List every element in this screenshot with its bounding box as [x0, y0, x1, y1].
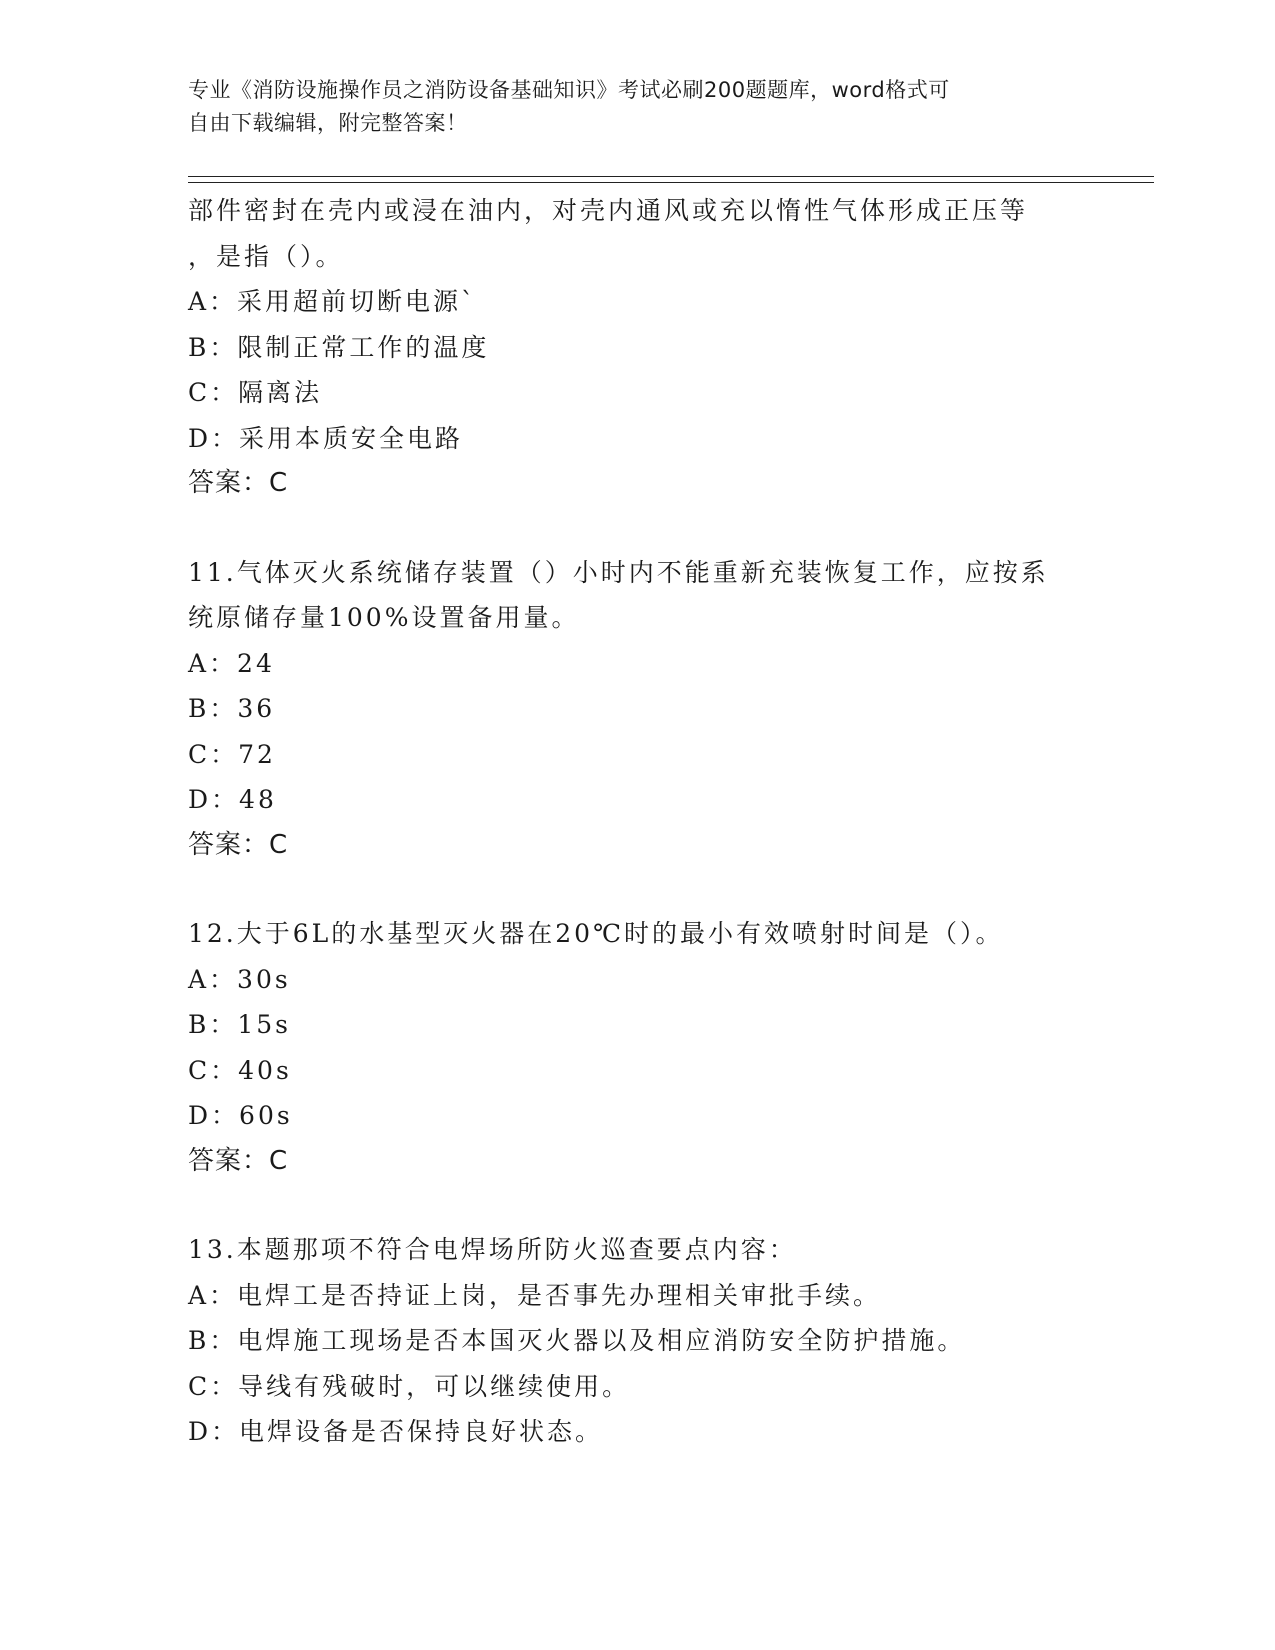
option-a: A：采用超前切断电源`: [188, 287, 477, 316]
option-b: B：15s: [188, 1010, 292, 1039]
question-list: [188, 188, 1088, 1455]
option-c: C：72: [188, 739, 276, 769]
option-b: B：限制正常工作的温度: [188, 332, 490, 362]
header-title-line-2: 自由下载编辑，附完整答案！: [188, 111, 468, 135]
option-d: D：60s: [188, 1101, 293, 1130]
option-d: D：48: [188, 785, 277, 814]
option-c: C：40s: [188, 1055, 292, 1085]
answer-line: 答案：C: [188, 829, 289, 860]
question-11: [188, 550, 1088, 869]
question-spacer: [188, 868, 1088, 911]
option-c: C：隔离法: [188, 378, 323, 407]
question-13: [188, 1227, 1088, 1455]
option-c: C：导线有残破时，可以继续使用。: [188, 1371, 631, 1401]
question-stem-line: 12.大于6L的水基型灭火器在20℃时的最小有效喷射时间是（）。: [188, 919, 1004, 948]
option-a: A：电焊工是否持证上岗，是否事先办理相关审批手续。: [188, 1280, 882, 1310]
question-stem-line: ，是指（）。: [188, 241, 344, 271]
question-stem-line: 统原储存量100%设置备用量。: [188, 603, 580, 632]
option-a: A：30s: [188, 964, 291, 994]
question-12: [188, 911, 1088, 1184]
option-d: D：电焊设备是否保持良好状态。: [188, 1417, 604, 1446]
question-spacer: [188, 507, 1088, 550]
question-10: [188, 188, 1088, 507]
question-stem-line: 部件密封在壳内或浸在油内，对壳内通风或充以惰性气体形成正压等: [188, 196, 1029, 225]
page-header: [188, 74, 1088, 140]
option-b: B：36: [188, 694, 276, 723]
option-a: A：24: [188, 648, 275, 678]
header-divider-bottom: [188, 182, 1154, 183]
header-divider-top: [188, 176, 1154, 177]
option-d: D：采用本质安全电路: [188, 423, 464, 453]
answer-line: 答案：C: [188, 468, 289, 498]
question-stem-line: 13.本题那项不符合电焊场所防火巡查要点内容：: [188, 1235, 797, 1264]
header-title-line-1: 专业《消防设施操作员之消防设备基础知识》考试必刷200题题库，word格式可: [188, 78, 950, 102]
question-stem-line: 11.气体灭火系统储存装置（）小时内不能重新充装恢复工作，应按系: [188, 557, 1049, 587]
answer-line: 答案：C: [188, 1145, 289, 1176]
option-b: B：电焊施工现场是否本国灭火器以及相应消防安全防护措施。: [188, 1326, 966, 1355]
question-spacer: [188, 1184, 1088, 1227]
